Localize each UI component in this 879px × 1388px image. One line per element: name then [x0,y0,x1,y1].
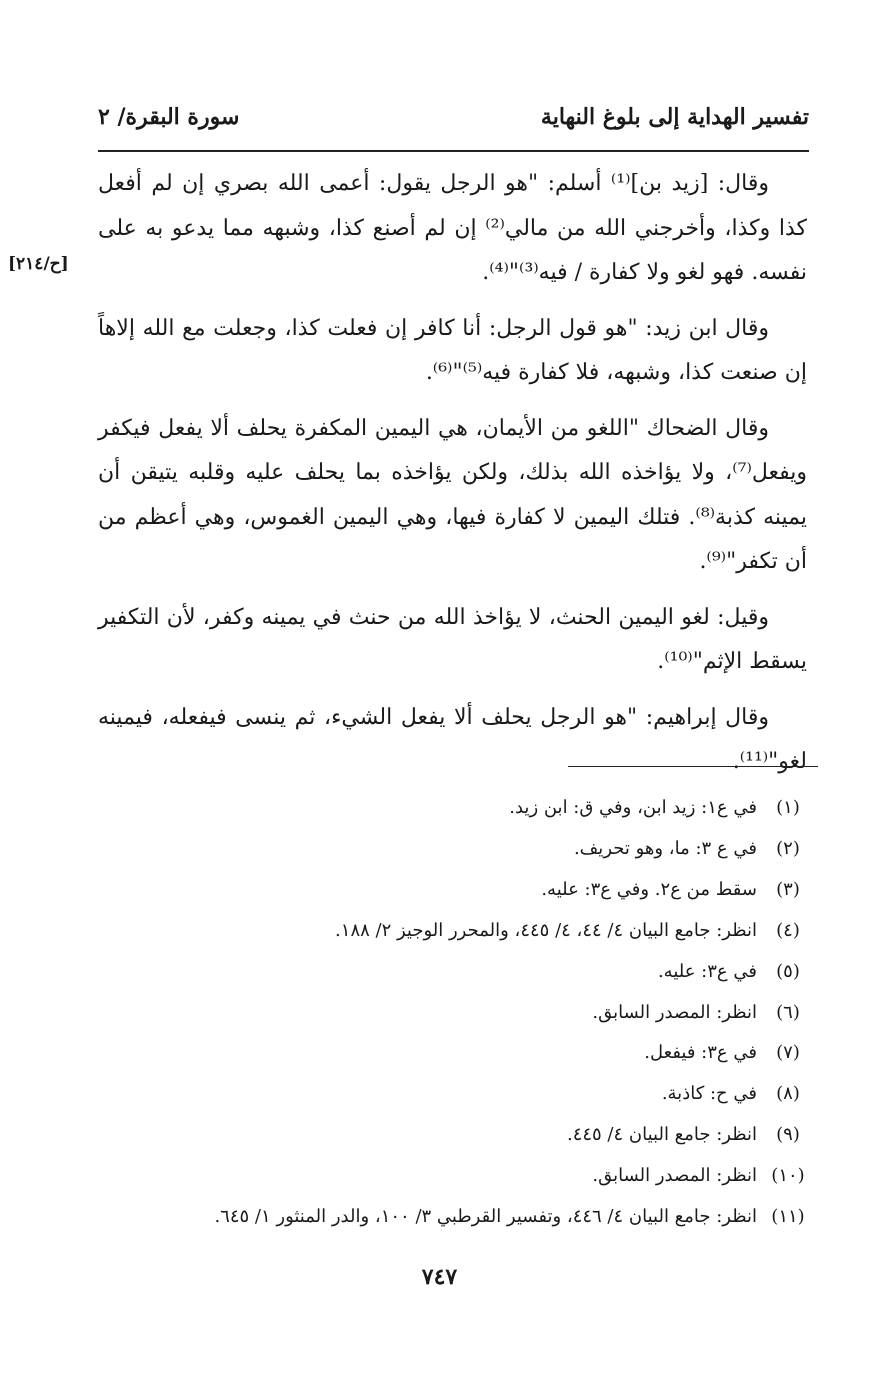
footnote-text: في ع٣: عليه. [657,960,757,982]
footnote-text: انظر: المصدر السابق. [592,1165,757,1187]
footnote-item [98,1156,819,1197]
paragraph: وقال الضحاك "اللغو من الأيمان، هي اليمين المكفرة يحلف ألا يفعل فيكفر ويفعل⁽⁷⁾، ولا يؤاخذه الله بذلك، ولكن يؤاخذه بما يحلف عليه وقلبه يتيقن أن يمينه كذبة⁽⁸⁾. فتلك اليمين لا كفارة فيها، وهي اليمين الغموس، وهي أعظم من أن تكفر"⁽⁹⁾. [98,415,808,574]
footnote-text: سقط من ع٢. وفي ع٣: عليه. [541,878,757,900]
footnote-number: (٧) [776,1042,800,1064]
footnote-text: انظر: جامع البيان ٤/ ٤٤٥. [566,1124,757,1146]
footnote-item [98,1115,819,1156]
footnote-text: انظر: جامع البيان ٤/ ٤٤، ٤/ ٤٤٥، والمحرر الوجيز ٢/ ١٨٨. [335,919,757,941]
footnote-item [98,911,819,952]
footnote-number: (١١) [771,1206,805,1228]
footnote-number: (١٠) [771,1165,805,1187]
footnote-text: في ع٣: فيفعل. [644,1042,757,1064]
footnote-text: انظر: المصدر السابق. [592,1001,757,1023]
manuscript-folio-ref: [ح/٢١٤] [8,254,69,274]
footnote-item [98,1033,819,1074]
main-text [98,162,807,796]
paragraph: وقال: [زيد بن]⁽¹⁾ أسلم: "هو الرجل يقول: أعمى الله بصري إن لم أفعل كذا وكذا، وأخرجني الله من مالي⁽²⁾ إن لم أصنع كذا، وشبهه مما يدعو به على نفسه. فهو لغو ولا كفارة / فيه⁽³⁾"⁽⁴⁾. [98,171,807,285]
footnote-item [98,788,819,829]
footnote-number: (٢) [776,837,800,859]
footnote-divider [568,766,818,767]
footnote-number: (٣) [776,878,800,900]
book-title: تفسير الهداية إلى بلوغ النهاية [540,104,809,130]
header-divider [98,150,809,152]
footnote-text: انظر: جامع البيان ٤/ ٤٤٦، وتفسير القرطبي ٣/ ١٠٠، والدر المنثور ١/ ٦٤٥. [214,1206,757,1228]
footnote-text: في ح: كاذبة. [661,1083,757,1105]
page-number: ٧٤٧ [421,1264,458,1290]
footnote-text: في ع ٣: ما، وهو تحريف. [573,837,757,859]
footnote-text: في ع١: زيد ابن، وفي ق: ابن زيد. [509,797,757,818]
surah-title: سورة البقرة/ ٢ [98,104,240,130]
footnote-number: (٤) [776,919,800,941]
paragraph: وقيل: لغو اليمين الحنث، لا يؤاخذ الله من حنث في يمينه وكفر، لأن التكفير يسقط الإثم"⁽¹⁰⁾. [98,604,807,674]
footnote-number: (٨) [776,1083,800,1105]
footnote-number: (٦) [776,1001,800,1023]
paragraph: وقال إبراهيم: "هو الرجل يحلف ألا يفعل الشيء، ثم ينسى فيفعله، فيمينه لغو"⁽¹¹⁾. [98,704,807,774]
footnote-item [98,1074,819,1115]
footnote-number: (٥) [776,960,800,982]
footnote-item [98,829,819,870]
footnote-item [98,1197,819,1238]
footnote-item [98,870,819,911]
footnote-item [98,952,819,993]
footnote-item [98,993,819,1034]
footnote-number: (١) [776,797,800,818]
footnote-number: (٩) [776,1124,800,1146]
paragraph: وقال ابن زيد: "هو قول الرجل: أنا كافر إن فعلت كذا، وجعلت مع الله إلاهاً إن صنعت كذا، وشبهه، فلا كفارة فيه⁽⁵⁾"⁽⁶⁾. [98,315,807,385]
footnotes [98,788,819,1238]
running-header [98,104,809,144]
